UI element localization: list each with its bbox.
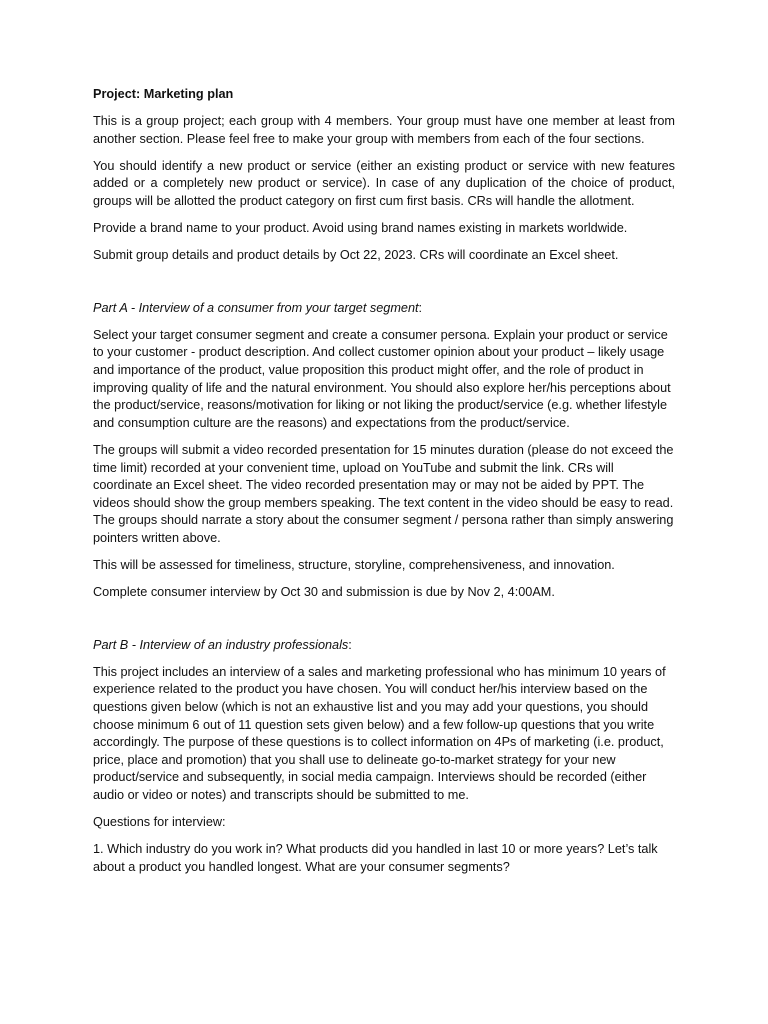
part-a-paragraph-4: Complete consumer interview by Oct 30 and submission is due by Nov 2, 4:00AM. <box>93 585 555 600</box>
part-a-paragraph-1: Select your target consumer segment and create a consumer persona. Explain your product or service to your customer - product description. And collect customer opinion about your product – likely usage and importance of the product, value proposition this product might offer, and the role of product in improving quality of life and the natural environment. You should also explore her/his perceptions about the product/service, reasons/motivation for liking or not liking the product/service (e.g. whether lifestyle and consumption culture are the reasons) and expectations from the product/service. <box>93 327 671 430</box>
intro-paragraph-1: This is a group project; each group with 4 members. Your group must have one member at least from another section. Please feel free to make your group with members from each of the four sections. <box>93 114 675 146</box>
intro-paragraph-4: Submit group details and product details by Oct 22, 2023. CRs will coordinate an Excel sheet. <box>93 248 619 263</box>
intro-paragraph-3: Provide a brand name to your product. Avoid using brand names existing in markets worldwide. <box>93 221 628 236</box>
part-a-heading <box>93 300 675 318</box>
part-b-question-1: 1. Which industry do you work in? What products did you handled in last 10 or more years? Let’s talk about a product you handled longest. What are your consumer segments? <box>93 842 658 874</box>
part-b-heading <box>93 637 675 655</box>
part-b-paragraph-1: This project includes an interview of a sales and marketing professional who has minimum 10 years of experience related to the product you have chosen. You will conduct her/his interview based on the questions given below (which is not an exhaustive list and you may add your questions, you should choose minimum 6 out of 11 question sets given below) and a few follow-up questions that you write accordingly. The purpose of these questions is to collect information on 4Ps of marketing (i.e. product, price, place and promotion) that you shall use to delineate go-to-market strategy for your new product/service and subsequently, in social media campaign. Interviews should be recorded (either audio or video or notes) and transcripts should be submitted to me. <box>93 664 666 802</box>
part-a-paragraph-3: This will be assessed for timeliness, structure, storyline, comprehensiveness, and innovation. <box>93 557 615 572</box>
part-b-paragraph-2: Questions for interview: <box>93 815 226 829</box>
part-a-heading-text: Part A - Interview of a consumer from your target segment <box>93 300 419 315</box>
part-b-heading-colon: : <box>348 637 352 652</box>
part-a-paragraph-2: The groups will submit a video recorded presentation for 15 minutes duration (please do not exceed the time limit) recorded at your convenient time, upload on YouTube and submit the link. CRs will coordinate an Excel sheet. The video recorded presentation may or may not be aided by PPT. The videos should show the group members speaking. The text content in the video should be easy to read. The groups should narrate a story about the consumer segment / persona rather than simply answering pointers written above. <box>93 442 674 545</box>
intro-paragraph-2: You should identify a new product or service (either an existing product or service with new features added or a completely new product or service). In case of any duplication of the choice of product, groups will be allotted the product category on first cum first basis. CRs will handle the allotment. <box>93 158 675 208</box>
part-b-heading-text: Part B - Interview of an industry professionals <box>93 637 349 652</box>
part-a-heading-colon: : <box>418 300 423 315</box>
document-body <box>93 86 675 886</box>
document-title: Project: Marketing plan <box>93 87 234 101</box>
